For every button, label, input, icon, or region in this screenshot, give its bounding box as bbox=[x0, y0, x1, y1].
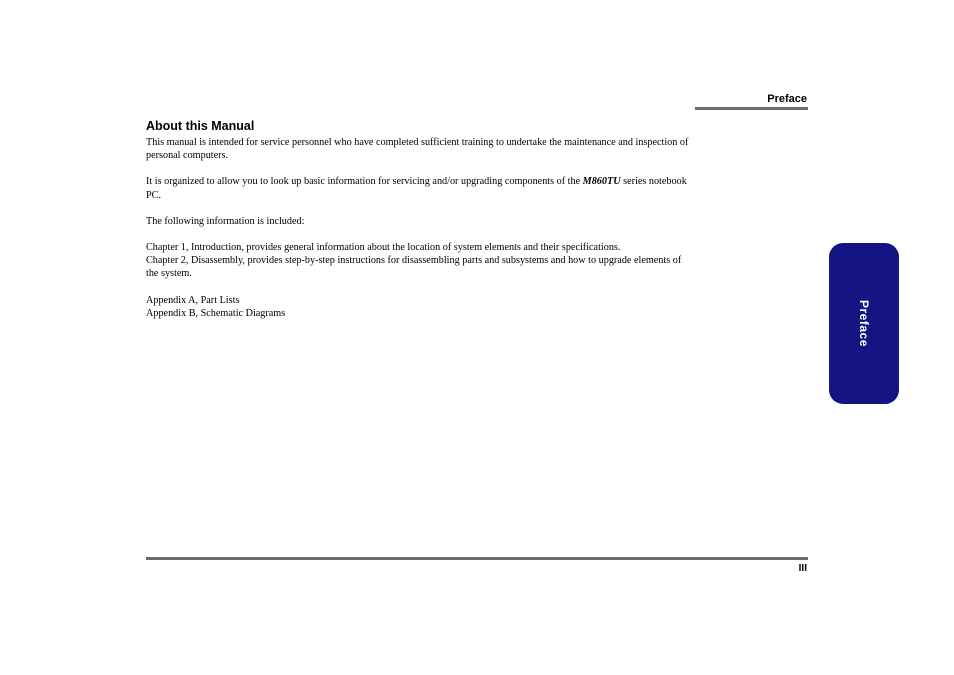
section-title: About this Manual bbox=[146, 119, 255, 133]
chapter-1-description: Chapter 1, Introduction, provides general information about the location of system elements and their specifications. bbox=[146, 242, 621, 254]
header-rule bbox=[695, 107, 808, 110]
footer-rule bbox=[146, 557, 808, 560]
model-name: M860TU bbox=[582, 176, 621, 188]
page-content bbox=[146, 119, 691, 320]
intro-paragraph: This manual is intended for service personnel who have completed sufficient training to undertake the maintenance and inspection of personal computers. bbox=[146, 137, 689, 162]
side-tab-label: Preface bbox=[857, 300, 871, 347]
appendix-a: Appendix A, Part Lists bbox=[146, 294, 240, 306]
page-number: III bbox=[798, 563, 807, 574]
appendix-b: Appendix B, Schematic Diagrams bbox=[146, 307, 286, 319]
organization-paragraph bbox=[146, 175, 691, 201]
preface-side-tab[interactable] bbox=[829, 243, 899, 404]
chapter-2-description: Chapter 2, Disassembly, provides step-by-step instructions for disassembling parts and subsystems and how to upgrade elements of the system. bbox=[146, 255, 682, 280]
running-header: Preface bbox=[767, 93, 807, 105]
organization-text-end: series notebook PC. bbox=[146, 176, 687, 201]
included-intro: The following information is included: bbox=[146, 215, 305, 227]
organization-text: It is organized to allow you to look up basic information for servicing and/or upgrading components of the bbox=[146, 176, 583, 188]
